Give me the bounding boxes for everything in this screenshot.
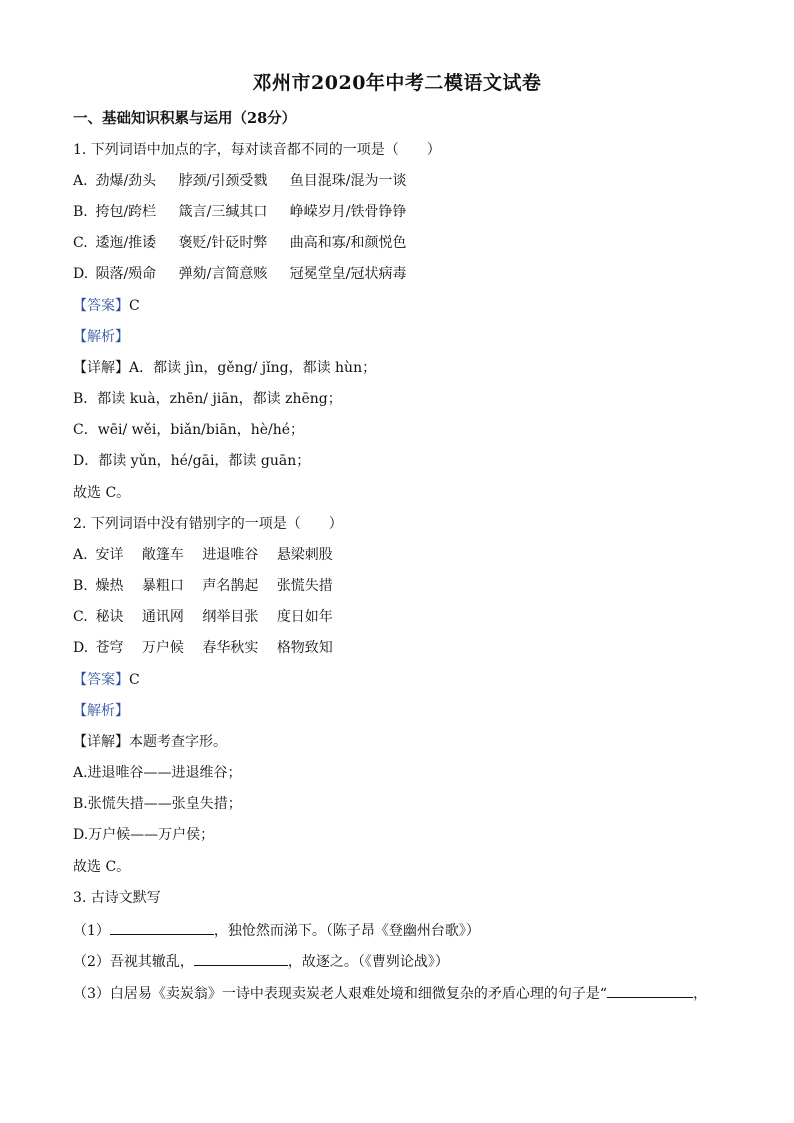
option-item: 冠冕堂皇/冠状病毒 [289, 266, 407, 282]
q1-option-c [73, 234, 425, 252]
option-item: 苍穹 [95, 640, 124, 656]
option-item: 春华秋实 [202, 640, 259, 656]
option-item: 弹劾/言简意赅 [178, 266, 268, 282]
option-item: 安详 [95, 547, 124, 563]
item-text: ， [693, 986, 708, 1002]
q2-detail-line: A.进退唯谷——进退维谷； [73, 765, 242, 781]
item-number: （1） [73, 923, 110, 939]
option-letter: D. [73, 266, 89, 282]
option-letter: A. [73, 547, 88, 563]
option-item: 度日如年 [276, 609, 333, 625]
fill-in-blank [194, 951, 288, 966]
q2-detail-line: B.张慌失措——张皇失措； [73, 796, 242, 812]
q2-option-d [73, 639, 347, 657]
option-item: 张慌失措 [276, 578, 333, 594]
q1-detail-line: B．都读 kuà，zhēn/ jiān，都读 zhēng； [73, 391, 342, 407]
analysis-tag: 【解析】 [73, 703, 129, 719]
q3-item-3 [73, 983, 707, 1003]
detail-text: A．都读 jìn，gěng/ jǐng，都读 hùn； [129, 360, 377, 376]
q3-item-1 [73, 920, 480, 940]
q1-option-a [73, 172, 425, 190]
option-item: 箴言/三缄其口 [178, 204, 268, 220]
option-item: 声名鹊起 [202, 578, 259, 594]
item-text: ，独怆然而涕下。（陈子昂《登幽州台歌》） [213, 923, 480, 939]
question-3-stem: 3. 古诗文默写 [73, 890, 161, 906]
q2-option-b [73, 577, 347, 595]
answer-tag: 【答案】 [73, 672, 129, 688]
answer-tag: 【答案】 [73, 298, 129, 314]
fill-in-blank [110, 920, 214, 935]
detail-tag: 【详解】 [73, 360, 129, 376]
option-item: 劲爆/劲头 [95, 173, 157, 189]
question-2-stem: 2. 下列词语中没有错别字的一项是（ ） [73, 516, 343, 532]
option-letter: B. [73, 204, 88, 220]
q1-detail-line: C．wēi/ wěi，biǎn/biān，hè/hé； [73, 422, 305, 438]
analysis-tag: 【解析】 [73, 329, 129, 345]
option-letter: C. [73, 235, 88, 251]
option-item: 纲举目张 [202, 609, 259, 625]
q2-answer [73, 671, 140, 689]
answer-value: C [129, 298, 140, 314]
option-item: 峥嵘岁月/铁骨铮铮 [289, 204, 407, 220]
option-letter: D. [73, 640, 89, 656]
q2-analysis-label [73, 702, 129, 720]
question-1-stem: 1. 下列词语中加点的字，每对读音都不同的一项是（ ） [73, 142, 441, 158]
q1-conclusion: 故选 C。 [73, 485, 131, 501]
item-text: ，故逐之。（《曹刿论战》） [287, 954, 449, 970]
option-item: 逶迤/推诿 [95, 235, 157, 251]
q2-option-c [73, 608, 347, 626]
q2-detail-line: D.万户候——万户侯； [73, 827, 215, 843]
option-letter: B. [73, 578, 88, 594]
detail-text: 本题考查字形。 [129, 734, 227, 750]
section-heading: 一、基础知识积累与运用（28分） [73, 110, 297, 127]
q1-analysis-label [73, 328, 129, 346]
option-letter: A. [73, 173, 88, 189]
option-item: 褒贬/针砭时弊 [178, 235, 268, 251]
item-text: 吾视其辙乱， [109, 954, 194, 970]
option-item: 挎包/跨栏 [95, 204, 157, 220]
q1-option-d [73, 265, 425, 283]
page-title: 邓州市2020年中考二模语文试卷 [252, 72, 542, 94]
q1-detail-line [73, 359, 376, 377]
q3-item-2 [73, 951, 449, 971]
option-item: 曲高和寡/和颜悦色 [289, 235, 407, 251]
q1-detail-line: D．都读 yǔn，hé/gāi，都读 guān； [73, 453, 311, 469]
option-item: 燥热 [95, 578, 124, 594]
option-item: 悬梁刺股 [276, 547, 333, 563]
q2-conclusion: 故选 C。 [73, 859, 131, 875]
q2-detail-line [73, 733, 227, 751]
option-item: 万户候 [141, 640, 184, 656]
detail-tag: 【详解】 [73, 734, 129, 750]
answer-value: C [129, 672, 140, 688]
option-item: 进退唯谷 [202, 547, 259, 563]
fill-in-blank [607, 983, 693, 998]
q1-option-b [73, 203, 425, 221]
item-number: （3） [73, 986, 110, 1002]
option-item: 暴粗口 [141, 578, 184, 594]
option-item: 敞篷车 [141, 547, 184, 563]
option-item: 格物致知 [276, 640, 333, 656]
option-item: 秘诀 [95, 609, 124, 625]
item-text: 白居易《卖炭翁》一诗中表现卖炭老人艰难处境和细微复杂的矛盾心理的句子是“ [109, 986, 608, 1002]
q2-option-a [73, 546, 347, 564]
option-item: 脖颈/引颈受戮 [178, 173, 268, 189]
option-item: 鱼目混珠/混为一谈 [289, 173, 407, 189]
option-item: 通讯网 [141, 609, 184, 625]
option-item: 陨落/殒命 [95, 266, 157, 282]
option-letter: C. [73, 609, 88, 625]
item-number: （2） [73, 954, 110, 970]
q1-answer [73, 297, 140, 315]
